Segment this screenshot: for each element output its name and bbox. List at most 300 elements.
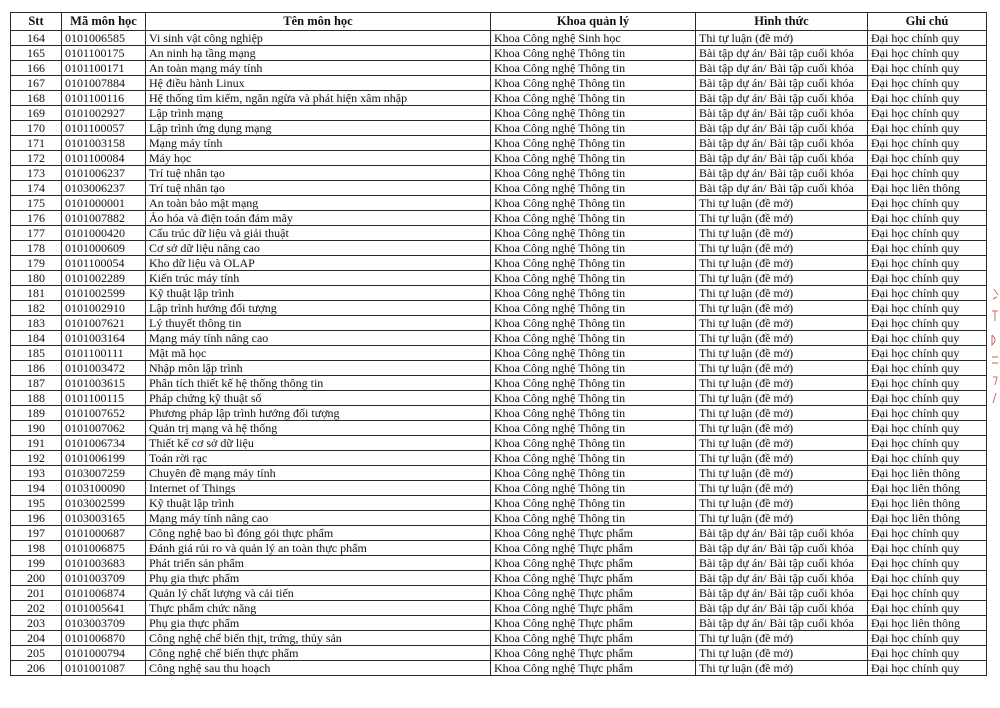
cell-exam-form: Bài tập dự án/ Bài tập cuối khóa [696, 106, 868, 121]
cell-department: Khoa Công nghệ Thông tin [491, 106, 696, 121]
cell-course-name: Hệ điều hành Linux [146, 76, 491, 91]
cell-department: Khoa Công nghệ Thông tin [491, 496, 696, 511]
cell-exam-form: Bài tập dự án/ Bài tập cuối khóa [696, 121, 868, 136]
table-row [11, 496, 987, 511]
cell-exam-form: Bài tập dự án/ Bài tập cuối khóa [696, 166, 868, 181]
cell-course-name: Kỹ thuật lập trình [146, 496, 491, 511]
cell-course-code: 0101000687 [62, 526, 146, 541]
cell-stt: 202 [11, 601, 62, 616]
cell-course-name: An ninh hạ tầng mạng [146, 46, 491, 61]
cell-exam-form: Thi tự luận (đề mở) [696, 316, 868, 331]
table-row [11, 301, 987, 316]
table-row [11, 61, 987, 76]
table-row [11, 646, 987, 661]
cell-stt: 188 [11, 391, 62, 406]
cell-stt: 195 [11, 496, 62, 511]
table-row [11, 571, 987, 586]
cell-exam-form: Thi tự luận (đề mở) [696, 631, 868, 646]
cell-course-name: Mạng máy tính nâng cao [146, 511, 491, 526]
cell-course-code: 0101000609 [62, 241, 146, 256]
cell-course-name: Trí tuệ nhân tạo [146, 166, 491, 181]
cell-course-name: Quản trị mạng và hệ thống [146, 421, 491, 436]
cell-course-name: Mật mã học [146, 346, 491, 361]
cell-department: Khoa Công nghệ Thông tin [491, 61, 696, 76]
header-course-name: Tên môn học [146, 13, 491, 31]
cell-stt: 178 [11, 241, 62, 256]
cell-department: Khoa Công nghệ Thông tin [491, 301, 696, 316]
cell-department: Khoa Công nghệ Thực phẩm [491, 631, 696, 646]
cell-course-name: Công nghệ sau thu hoạch [146, 661, 491, 676]
cell-department: Khoa Công nghệ Thông tin [491, 481, 696, 496]
cell-exam-form: Thi tự luận (đề mở) [696, 421, 868, 436]
cell-exam-form: Thi tự luận (đề mở) [696, 301, 868, 316]
cell-stt: 197 [11, 526, 62, 541]
cell-course-name: Phương pháp lập trình hướng đối tượng [146, 406, 491, 421]
table-row [11, 166, 987, 181]
cell-note: Đại học chính quy [868, 196, 987, 211]
cell-note: Đại học chính quy [868, 241, 987, 256]
cell-exam-form: Thi tự luận (đề mở) [696, 361, 868, 376]
cell-note: Đại học chính quy [868, 391, 987, 406]
cell-department: Khoa Công nghệ Sinh học [491, 31, 696, 46]
cell-course-code: 0101000794 [62, 646, 146, 661]
cell-department: Khoa Công nghệ Thực phẩm [491, 586, 696, 601]
cell-note: Đại học chính quy [868, 346, 987, 361]
table-row [11, 586, 987, 601]
cell-department: Khoa Công nghệ Thông tin [491, 286, 696, 301]
table-row [11, 346, 987, 361]
cell-note: Đại học chính quy [868, 301, 987, 316]
cell-department: Khoa Công nghệ Thông tin [491, 121, 696, 136]
cell-department: Khoa Công nghệ Thông tin [491, 331, 696, 346]
table-row [11, 436, 987, 451]
table-row [11, 466, 987, 481]
cell-exam-form: Thi tự luận (đề mở) [696, 451, 868, 466]
table-row [11, 121, 987, 136]
cell-course-name: Công nghệ chế biến thịt, trứng, thủy sản [146, 631, 491, 646]
cell-stt: 189 [11, 406, 62, 421]
cell-course-code: 0101002289 [62, 271, 146, 286]
cell-course-code: 0101006237 [62, 166, 146, 181]
cell-course-name: Đánh giá rủi ro và quản lý an toàn thực phẩm [146, 541, 491, 556]
cell-department: Khoa Công nghệ Thông tin [491, 226, 696, 241]
table-row [11, 106, 987, 121]
cell-course-name: Chuyên đề mạng máy tính [146, 466, 491, 481]
cell-exam-form: Bài tập dự án/ Bài tập cuối khóa [696, 556, 868, 571]
cell-course-name: Phụ gia thực phẩm [146, 616, 491, 631]
cell-note: Đại học chính quy [868, 586, 987, 601]
cell-exam-form: Bài tập dự án/ Bài tập cuối khóa [696, 526, 868, 541]
cell-stt: 168 [11, 91, 62, 106]
cell-department: Khoa Công nghệ Thông tin [491, 181, 696, 196]
cell-course-code: 0101100057 [62, 121, 146, 136]
cell-note: Đại học chính quy [868, 661, 987, 676]
cell-stt: 167 [11, 76, 62, 91]
cell-department: Khoa Công nghệ Thông tin [491, 76, 696, 91]
table-row [11, 391, 987, 406]
cell-exam-form: Thi tự luận (đề mở) [696, 466, 868, 481]
cell-course-name: Kho dữ liệu và OLAP [146, 256, 491, 271]
cell-exam-form: Bài tập dự án/ Bài tập cuối khóa [696, 151, 868, 166]
cell-course-code: 0101100116 [62, 91, 146, 106]
cell-course-code: 0101006585 [62, 31, 146, 46]
cell-course-code: 0101006875 [62, 541, 146, 556]
cell-note: Đại học chính quy [868, 46, 987, 61]
cell-department: Khoa Công nghệ Thông tin [491, 136, 696, 151]
cell-stt: 204 [11, 631, 62, 646]
cell-department: Khoa Công nghệ Thông tin [491, 421, 696, 436]
table-row [11, 616, 987, 631]
cell-exam-form: Thi tự luận (đề mở) [696, 481, 868, 496]
cell-exam-form: Thi tự luận (đề mở) [696, 331, 868, 346]
cell-exam-form: Thi tự luận (đề mở) [696, 496, 868, 511]
cell-note: Đại học chính quy [868, 526, 987, 541]
cell-exam-form: Thi tự luận (đề mở) [696, 406, 868, 421]
cell-exam-form: Thi tự luận (đề mở) [696, 376, 868, 391]
table-row [11, 451, 987, 466]
stamp-edge-mark [990, 285, 1000, 405]
cell-note: Đại học chính quy [868, 571, 987, 586]
cell-exam-form: Thi tự luận (đề mở) [696, 661, 868, 676]
cell-note: Đại học chính quy [868, 421, 987, 436]
header-note: Ghi chú [868, 13, 987, 31]
table-row [11, 481, 987, 496]
cell-course-code: 0101007652 [62, 406, 146, 421]
cell-note: Đại học chính quy [868, 166, 987, 181]
cell-department: Khoa Công nghệ Thông tin [491, 46, 696, 61]
cell-department: Khoa Công nghệ Thực phẩm [491, 541, 696, 556]
cell-course-code: 0101001087 [62, 661, 146, 676]
cell-note: Đại học chính quy [868, 121, 987, 136]
cell-course-code: 0101006870 [62, 631, 146, 646]
table-row [11, 181, 987, 196]
cell-department: Khoa Công nghệ Thực phẩm [491, 571, 696, 586]
cell-stt: 187 [11, 376, 62, 391]
cell-stt: 184 [11, 331, 62, 346]
cell-course-name: Cơ sở dữ liệu nâng cao [146, 241, 491, 256]
cell-department: Khoa Công nghệ Thông tin [491, 91, 696, 106]
cell-exam-form: Thi tự luận (đề mở) [696, 241, 868, 256]
table-row [11, 256, 987, 271]
cell-note: Đại học chính quy [868, 451, 987, 466]
cell-exam-form: Bài tập dự án/ Bài tập cuối khóa [696, 616, 868, 631]
cell-course-code: 0103002599 [62, 496, 146, 511]
cell-course-code: 0101002910 [62, 301, 146, 316]
cell-note: Đại học chính quy [868, 376, 987, 391]
cell-department: Khoa Công nghệ Thông tin [491, 346, 696, 361]
cell-note: Đại học liên thông [868, 481, 987, 496]
cell-note: Đại học chính quy [868, 106, 987, 121]
cell-exam-form: Thi tự luận (đề mở) [696, 271, 868, 286]
cell-stt: 203 [11, 616, 62, 631]
cell-course-code: 0103003709 [62, 616, 146, 631]
cell-exam-form: Bài tập dự án/ Bài tập cuối khóa [696, 601, 868, 616]
cell-stt: 181 [11, 286, 62, 301]
cell-stt: 201 [11, 586, 62, 601]
cell-stt: 196 [11, 511, 62, 526]
cell-department: Khoa Công nghệ Thông tin [491, 241, 696, 256]
table-row [11, 361, 987, 376]
cell-note: Đại học chính quy [868, 361, 987, 376]
cell-note: Đại học chính quy [868, 151, 987, 166]
cell-stt: 194 [11, 481, 62, 496]
cell-course-code: 0101003683 [62, 556, 146, 571]
table-row [11, 421, 987, 436]
cell-department: Khoa Công nghệ Thực phẩm [491, 526, 696, 541]
table-row [11, 196, 987, 211]
cell-course-code: 0103006237 [62, 181, 146, 196]
cell-course-name: Phát triển sản phẩm [146, 556, 491, 571]
table-header-row [11, 13, 987, 31]
cell-stt: 199 [11, 556, 62, 571]
cell-course-code: 0103100090 [62, 481, 146, 496]
cell-course-code: 0103003165 [62, 511, 146, 526]
cell-course-name: Lý thuyết thông tin [146, 316, 491, 331]
cell-department: Khoa Công nghệ Thông tin [491, 361, 696, 376]
cell-course-code: 0101003472 [62, 361, 146, 376]
cell-course-name: Lập trình hướng đối tượng [146, 301, 491, 316]
cell-course-code: 0101006874 [62, 586, 146, 601]
cell-exam-form: Bài tập dự án/ Bài tập cuối khóa [696, 61, 868, 76]
cell-course-name: Kiến trúc máy tính [146, 271, 491, 286]
cell-note: Đại học chính quy [868, 631, 987, 646]
cell-note: Đại học chính quy [868, 436, 987, 451]
cell-exam-form: Thi tự luận (đề mở) [696, 256, 868, 271]
cell-note: Đại học chính quy [868, 286, 987, 301]
cell-stt: 165 [11, 46, 62, 61]
cell-exam-form: Bài tập dự án/ Bài tập cuối khóa [696, 571, 868, 586]
cell-course-code: 0101007621 [62, 316, 146, 331]
cell-note: Đại học liên thông [868, 466, 987, 481]
cell-course-name: Phụ gia thực phẩm [146, 571, 491, 586]
cell-department: Khoa Công nghệ Thông tin [491, 196, 696, 211]
cell-stt: 175 [11, 196, 62, 211]
table-row [11, 241, 987, 256]
cell-stt: 177 [11, 226, 62, 241]
cell-note: Đại học liên thông [868, 511, 987, 526]
cell-course-code: 0101003615 [62, 376, 146, 391]
cell-course-code: 0101100175 [62, 46, 146, 61]
cell-course-code: 0101100084 [62, 151, 146, 166]
table-row [11, 316, 987, 331]
cell-stt: 171 [11, 136, 62, 151]
cell-course-name: Kỹ thuật lập trình [146, 286, 491, 301]
cell-stt: 198 [11, 541, 62, 556]
cell-department: Khoa Công nghệ Thông tin [491, 406, 696, 421]
cell-course-name: Trí tuệ nhân tạo [146, 181, 491, 196]
cell-exam-form: Bài tập dự án/ Bài tập cuối khóa [696, 586, 868, 601]
cell-exam-form: Thi tự luận (đề mở) [696, 196, 868, 211]
cell-note: Đại học chính quy [868, 541, 987, 556]
cell-stt: 169 [11, 106, 62, 121]
cell-department: Khoa Công nghệ Thông tin [491, 151, 696, 166]
cell-course-name: Nhập môn lập trình [146, 361, 491, 376]
cell-course-name: Quản lý chất lượng và cải tiến [146, 586, 491, 601]
cell-note: Đại học chính quy [868, 406, 987, 421]
header-exam-form: Hình thức [696, 13, 868, 31]
cell-stt: 200 [11, 571, 62, 586]
cell-exam-form: Bài tập dự án/ Bài tập cuối khóa [696, 91, 868, 106]
cell-exam-form: Thi tự luận (đề mở) [696, 31, 868, 46]
table-row [11, 541, 987, 556]
cell-course-code: 0101000001 [62, 196, 146, 211]
cell-course-name: Lập trình ứng dụng mạng [146, 121, 491, 136]
cell-exam-form: Thi tự luận (đề mở) [696, 211, 868, 226]
cell-course-name: Vi sinh vật công nghiệp [146, 31, 491, 46]
cell-stt: 170 [11, 121, 62, 136]
cell-department: Khoa Công nghệ Thông tin [491, 391, 696, 406]
cell-note: Đại học liên thông [868, 181, 987, 196]
cell-course-name: Công nghệ chế biến thực phẩm [146, 646, 491, 661]
cell-stt: 192 [11, 451, 62, 466]
cell-stt: 172 [11, 151, 62, 166]
cell-department: Khoa Công nghệ Thông tin [491, 316, 696, 331]
cell-course-code: 0101003709 [62, 571, 146, 586]
cell-stt: 182 [11, 301, 62, 316]
cell-course-code: 0101002599 [62, 286, 146, 301]
table-row [11, 76, 987, 91]
cell-course-code: 0101005641 [62, 601, 146, 616]
table-row [11, 631, 987, 646]
cell-course-code: 0103007259 [62, 466, 146, 481]
table-row [11, 556, 987, 571]
cell-stt: 205 [11, 646, 62, 661]
cell-exam-form: Thi tự luận (đề mở) [696, 391, 868, 406]
cell-course-name: Thiết kế cơ sở dữ liệu [146, 436, 491, 451]
cell-exam-form: Thi tự luận (đề mở) [696, 511, 868, 526]
cell-course-name: Mạng máy tính [146, 136, 491, 151]
cell-note: Đại học chính quy [868, 601, 987, 616]
course-table-page [10, 12, 986, 676]
header-course-code: Mã môn học [62, 13, 146, 31]
cell-exam-form: Thi tự luận (đề mở) [696, 346, 868, 361]
cell-department: Khoa Công nghệ Thực phẩm [491, 616, 696, 631]
cell-course-code: 0101007062 [62, 421, 146, 436]
cell-department: Khoa Công nghệ Thông tin [491, 256, 696, 271]
cell-course-code: 0101007884 [62, 76, 146, 91]
table-row [11, 91, 987, 106]
table-row [11, 661, 987, 676]
cell-exam-form: Bài tập dự án/ Bài tập cuối khóa [696, 541, 868, 556]
cell-stt: 166 [11, 61, 62, 76]
cell-course-code: 0101002927 [62, 106, 146, 121]
cell-stt: 185 [11, 346, 62, 361]
table-body [11, 31, 987, 676]
cell-note: Đại học chính quy [868, 256, 987, 271]
cell-stt: 176 [11, 211, 62, 226]
cell-note: Đại học chính quy [868, 316, 987, 331]
header-stt: Stt [11, 13, 62, 31]
cell-department: Khoa Công nghệ Thực phẩm [491, 556, 696, 571]
cell-course-name: An toàn bảo mật mạng [146, 196, 491, 211]
cell-course-name: Máy học [146, 151, 491, 166]
header-department: Khoa quản lý [491, 13, 696, 31]
cell-note: Đại học chính quy [868, 226, 987, 241]
cell-exam-form: Bài tập dự án/ Bài tập cuối khóa [696, 136, 868, 151]
table-row [11, 511, 987, 526]
cell-course-name: Hệ thống tìm kiếm, ngăn ngừa và phát hiện xâm nhập [146, 91, 491, 106]
cell-department: Khoa Công nghệ Thông tin [491, 166, 696, 181]
cell-course-code: 0101006734 [62, 436, 146, 451]
table-row [11, 211, 987, 226]
course-table [10, 12, 987, 676]
cell-course-code: 0101003158 [62, 136, 146, 151]
cell-note: Đại học chính quy [868, 271, 987, 286]
cell-department: Khoa Công nghệ Thông tin [491, 376, 696, 391]
cell-course-name: Mạng máy tính nâng cao [146, 331, 491, 346]
table-row [11, 46, 987, 61]
cell-stt: 206 [11, 661, 62, 676]
cell-note: Đại học chính quy [868, 646, 987, 661]
table-row [11, 406, 987, 421]
cell-course-code: 0101006199 [62, 451, 146, 466]
cell-department: Khoa Công nghệ Thông tin [491, 451, 696, 466]
cell-course-name: Lập trình mạng [146, 106, 491, 121]
cell-department: Khoa Công nghệ Thực phẩm [491, 601, 696, 616]
cell-department: Khoa Công nghệ Thực phẩm [491, 661, 696, 676]
cell-exam-form: Bài tập dự án/ Bài tập cuối khóa [696, 46, 868, 61]
cell-exam-form: Bài tập dự án/ Bài tập cuối khóa [696, 76, 868, 91]
cell-department: Khoa Công nghệ Thông tin [491, 511, 696, 526]
cell-course-name: Phân tích thiết kế hệ thống thông tin [146, 376, 491, 391]
cell-exam-form: Thi tự luận (đề mở) [696, 226, 868, 241]
cell-course-code: 0101100111 [62, 346, 146, 361]
table-row [11, 376, 987, 391]
cell-course-name: Pháp chứng kỹ thuật số [146, 391, 491, 406]
table-row [11, 136, 987, 151]
cell-note: Đại học chính quy [868, 331, 987, 346]
table-row [11, 331, 987, 346]
cell-note: Đại học chính quy [868, 76, 987, 91]
cell-course-name: An toàn mạng máy tính [146, 61, 491, 76]
cell-note: Đại học chính quy [868, 136, 987, 151]
cell-note: Đại học chính quy [868, 31, 987, 46]
cell-note: Đại học liên thông [868, 496, 987, 511]
table-row [11, 151, 987, 166]
cell-exam-form: Thi tự luận (đề mở) [696, 646, 868, 661]
table-row [11, 286, 987, 301]
cell-note: Đại học chính quy [868, 556, 987, 571]
cell-course-code: 0101007882 [62, 211, 146, 226]
cell-stt: 174 [11, 181, 62, 196]
cell-stt: 186 [11, 361, 62, 376]
cell-course-name: Internet of Things [146, 481, 491, 496]
cell-stt: 191 [11, 436, 62, 451]
cell-note: Đại học liên thông [868, 616, 987, 631]
cell-stt: 180 [11, 271, 62, 286]
cell-course-code: 0101100115 [62, 391, 146, 406]
cell-course-code: 0101100171 [62, 61, 146, 76]
cell-stt: 179 [11, 256, 62, 271]
table-row [11, 271, 987, 286]
cell-stt: 173 [11, 166, 62, 181]
cell-course-name: Ảo hóa và điện toán đám mây [146, 211, 491, 226]
cell-department: Khoa Công nghệ Thông tin [491, 436, 696, 451]
cell-department: Khoa Công nghệ Thông tin [491, 271, 696, 286]
cell-stt: 164 [11, 31, 62, 46]
cell-course-name: Công nghệ bao bì đóng gói thực phẩm [146, 526, 491, 541]
cell-department: Khoa Công nghệ Thực phẩm [491, 646, 696, 661]
cell-note: Đại học chính quy [868, 61, 987, 76]
cell-course-code: 0101000420 [62, 226, 146, 241]
cell-exam-form: Thi tự luận (đề mở) [696, 436, 868, 451]
cell-course-code: 0101003164 [62, 331, 146, 346]
table-row [11, 526, 987, 541]
cell-department: Khoa Công nghệ Thông tin [491, 466, 696, 481]
table-row [11, 226, 987, 241]
cell-stt: 183 [11, 316, 62, 331]
cell-department: Khoa Công nghệ Thông tin [491, 211, 696, 226]
